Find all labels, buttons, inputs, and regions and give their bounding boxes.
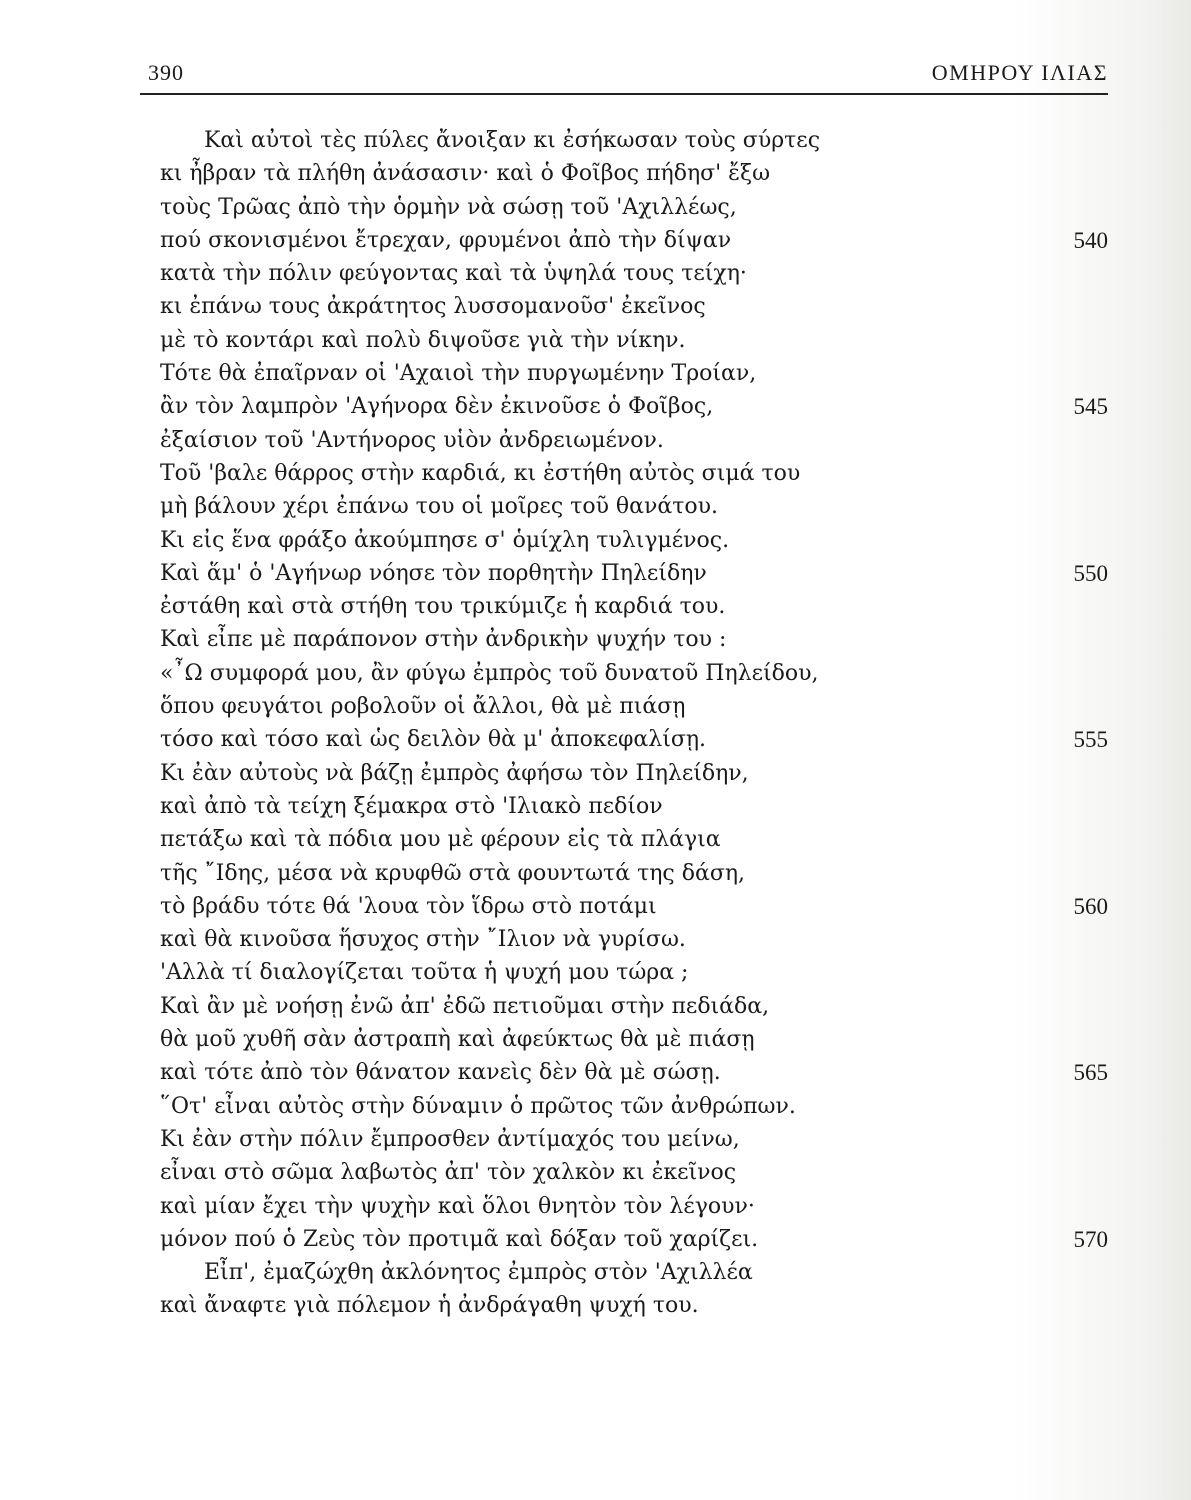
verse-line — [160, 557, 1108, 590]
line-number: 565 — [1073, 1060, 1108, 1086]
verse-text: πετάξω καὶ τὰ πόδια μου μὲ φέρουν εἰς τὰ πλάγια — [160, 827, 721, 853]
verse-text: καὶ ἀπὸ τὰ τείχη ξέμακρα στὸ 'Ιλιακὸ πεδίον — [160, 793, 663, 819]
verse-line — [160, 857, 1108, 890]
verse-line — [160, 524, 1108, 557]
verse-line — [160, 490, 1108, 523]
verse-line — [160, 324, 1108, 357]
page-number: 390 — [148, 60, 184, 85]
verse-line — [160, 657, 1108, 690]
verse-line — [160, 157, 1108, 190]
verse-text: τοὺς Τρῶας ἀπὸ τὴν ὁρμὴν νὰ σώσῃ τοῦ 'Αχιλλέως, — [160, 194, 737, 220]
verse-text: κι ἦβραν τὰ πλήθη ἀνάσασιν· καὶ ὁ Φοῖβος πήδησ' ἔξω — [160, 161, 771, 187]
verse-line — [160, 757, 1108, 790]
line-number: 555 — [1073, 727, 1108, 753]
verse-text: καὶ μίαν ἔχει τὴν ψυχὴν καὶ ὅλοι θνητὸν τὸν λέγουν· — [160, 1193, 755, 1219]
verse-line — [160, 1223, 1108, 1256]
verse-line — [160, 623, 1108, 656]
verse-line — [160, 424, 1108, 457]
verse-line — [160, 923, 1108, 956]
verse-text: καὶ ἄναφτε γιὰ πόλεμον ἡ ἀνδράγαθη ψυχή του. — [160, 1293, 699, 1319]
verse-line — [160, 1190, 1108, 1223]
verse-text: θὰ μοῦ χυθῆ σὰν ἀστραπὴ καὶ ἀφεύκτως θὰ μὲ πιάσῃ — [160, 1027, 755, 1053]
verse-line — [160, 290, 1108, 323]
verse-text: «῏Ω συμφορά μου, ἂν φύγω ἐμπρὸς τοῦ δυνατοῦ Πηλείδου, — [160, 660, 819, 686]
verse-line — [160, 1090, 1108, 1123]
verse-line — [160, 1056, 1108, 1089]
verse-line — [160, 956, 1108, 989]
verse-text: Τότε θὰ ἐπαῖρναν οἱ 'Αχαιοὶ τὴν πυργωμένην Τροίαν, — [160, 361, 757, 387]
verse-text: πού σκονισμένοι ἔτρεχαν, φρυμένοι ἀπὸ τὴν δίψαν — [160, 227, 732, 253]
verse-line — [160, 124, 1108, 157]
verse-text: Καὶ ἂν μὲ νοήσῃ ἐνῶ ἀπ' ἐδῶ πετιοῦμαι στὴν πεδιάδα, — [160, 993, 770, 1019]
verse-line — [160, 1156, 1108, 1189]
verse-text: Τοῦ 'βαλε θάρρος στὴν καρδιά, κι ἐστήθη αὐτὸς σιμά του — [160, 460, 801, 486]
verse-line — [160, 1023, 1108, 1056]
verse-line — [160, 1123, 1108, 1156]
verse-line — [160, 457, 1108, 490]
verse-line — [160, 823, 1108, 856]
verse-text: Εἶπ', ἐμαζώχθη ἀκλόνητος ἐμπρὸς στὸν 'Αχιλλέα — [204, 1260, 753, 1286]
verse-line — [160, 224, 1108, 257]
verse-line — [160, 357, 1108, 390]
line-number: 550 — [1073, 560, 1108, 586]
verse-text: Κι ἐὰν στὴν πόλιν ἔμπροσθεν ἀντίμαχός του μείνω, — [160, 1126, 740, 1152]
verse-line — [160, 1289, 1108, 1322]
verse-text: μὲ τὸ κοντάρι καὶ πολὺ διψοῦσε γιὰ τὴν νίκην. — [160, 327, 686, 353]
verse-text: ἐξαίσιον τοῦ 'Αντήνορος υἱὸν ἀνδρειωμένον. — [160, 427, 664, 453]
verse-text: 'Αλλὰ τί διαλογίζεται τοῦτα ἡ ψυχή μου τώρα ; — [160, 960, 689, 986]
verse-line — [160, 890, 1108, 923]
verse-text: καὶ τότε ἀπὸ τὸν θάνατον κανεὶς δὲν θὰ μὲ σώσῃ. — [160, 1060, 721, 1086]
verse-text: κατὰ τὴν πόλιν φεύγοντας καὶ τὰ ὑψηλά τους τείχη· — [160, 261, 747, 287]
verse-text: μόνον πού ὁ Ζεὺς τὸν προτιμᾶ καὶ δόξαν τοῦ χαρίζει. — [160, 1226, 759, 1252]
verse-line — [160, 191, 1108, 224]
verse-line — [160, 590, 1108, 623]
verse-line — [160, 990, 1108, 1023]
verse-line — [160, 790, 1108, 823]
running-title: ΟΜΗΡΟΥ ΙΛΙΑΣ — [931, 60, 1108, 85]
verse-text: τόσο καὶ τόσο καὶ ὡς δειλὸν θὰ μ' ἀποκεφαλίσῃ. — [160, 727, 707, 753]
verse-text: ὅπου φευγάτοι ροβολοῦν οἱ ἄλλοι, θὰ μὲ πιάσῃ — [160, 694, 686, 720]
verse-text: μὴ βάλουν χέρι ἐπάνω του οἱ μοῖρες τοῦ θανάτου. — [160, 494, 719, 520]
verse-text: τὸ βράδυ τότε θά 'λουα τὸν ἵδρω στὸ ποτάμι — [160, 893, 657, 919]
verse-text: ῞Οτ' εἶναι αὐτὸς στὴν δύναμιν ὁ πρῶτος τῶν ἀνθρώπων. — [160, 1093, 796, 1119]
line-number: 540 — [1073, 227, 1108, 253]
verse-line — [160, 257, 1108, 290]
verse-text: Κι εἰς ἕνα φράξο ἀκούμπησε σ' ὁμίχλη τυλιγμένος. — [160, 527, 730, 553]
verse-line — [160, 390, 1108, 423]
header-rule — [140, 93, 1108, 95]
page-header — [140, 52, 1108, 96]
verse-text: Καὶ εἶπε μὲ παράπονον στὴν ἀνδρικὴν ψυχήν του : — [160, 627, 727, 653]
verse-text: Κι ἐὰν αὐτοὺς νὰ βάζῃ ἐμπρὸς ἀφήσω τὸν Πηλείδην, — [160, 760, 749, 786]
poem-text — [160, 124, 1108, 1323]
verse-text: ἂν τὸν λαμπρὸν 'Αγήνορα δὲν ἐκινοῦσε ὁ Φοῖβος, — [160, 394, 714, 420]
verse-text: εἶναι στὸ σῶμα λαβωτὸς ἀπ' τὸν χαλκὸν κι ἐκεῖνος — [160, 1160, 737, 1186]
line-number: 560 — [1073, 893, 1108, 919]
verse-text: Καὶ ἅμ' ὁ 'Αγήνωρ νόησε τὸν πορθητὴν Πηλείδην — [160, 560, 707, 586]
verse-line — [160, 690, 1108, 723]
verse-text: ἐστάθη καὶ στὰ στήθη του τρικύμιζε ἡ καρδιά του. — [160, 594, 726, 620]
line-number: 570 — [1073, 1226, 1108, 1252]
verse-text: καὶ θὰ κινοῦσα ἥσυχος στὴν ῎Ιλιον νὰ γυρίσω. — [160, 927, 686, 953]
line-number: 545 — [1073, 394, 1108, 420]
verse-text: τῆς ῎Ιδης, μέσα νὰ κρυφθῶ στὰ φουντωτά της δάση, — [160, 860, 746, 886]
verse-text: κι ἐπάνω τους ἀκράτητος λυσσομανοῦσ' ἐκεῖνος — [160, 294, 706, 320]
verse-line — [160, 1256, 1108, 1289]
verse-text: Καὶ αὐτοὶ τὲς πύλες ἄνοιξαν κι ἐσήκωσαν τοὺς σύρτες — [204, 128, 821, 153]
verse-line — [160, 723, 1108, 756]
